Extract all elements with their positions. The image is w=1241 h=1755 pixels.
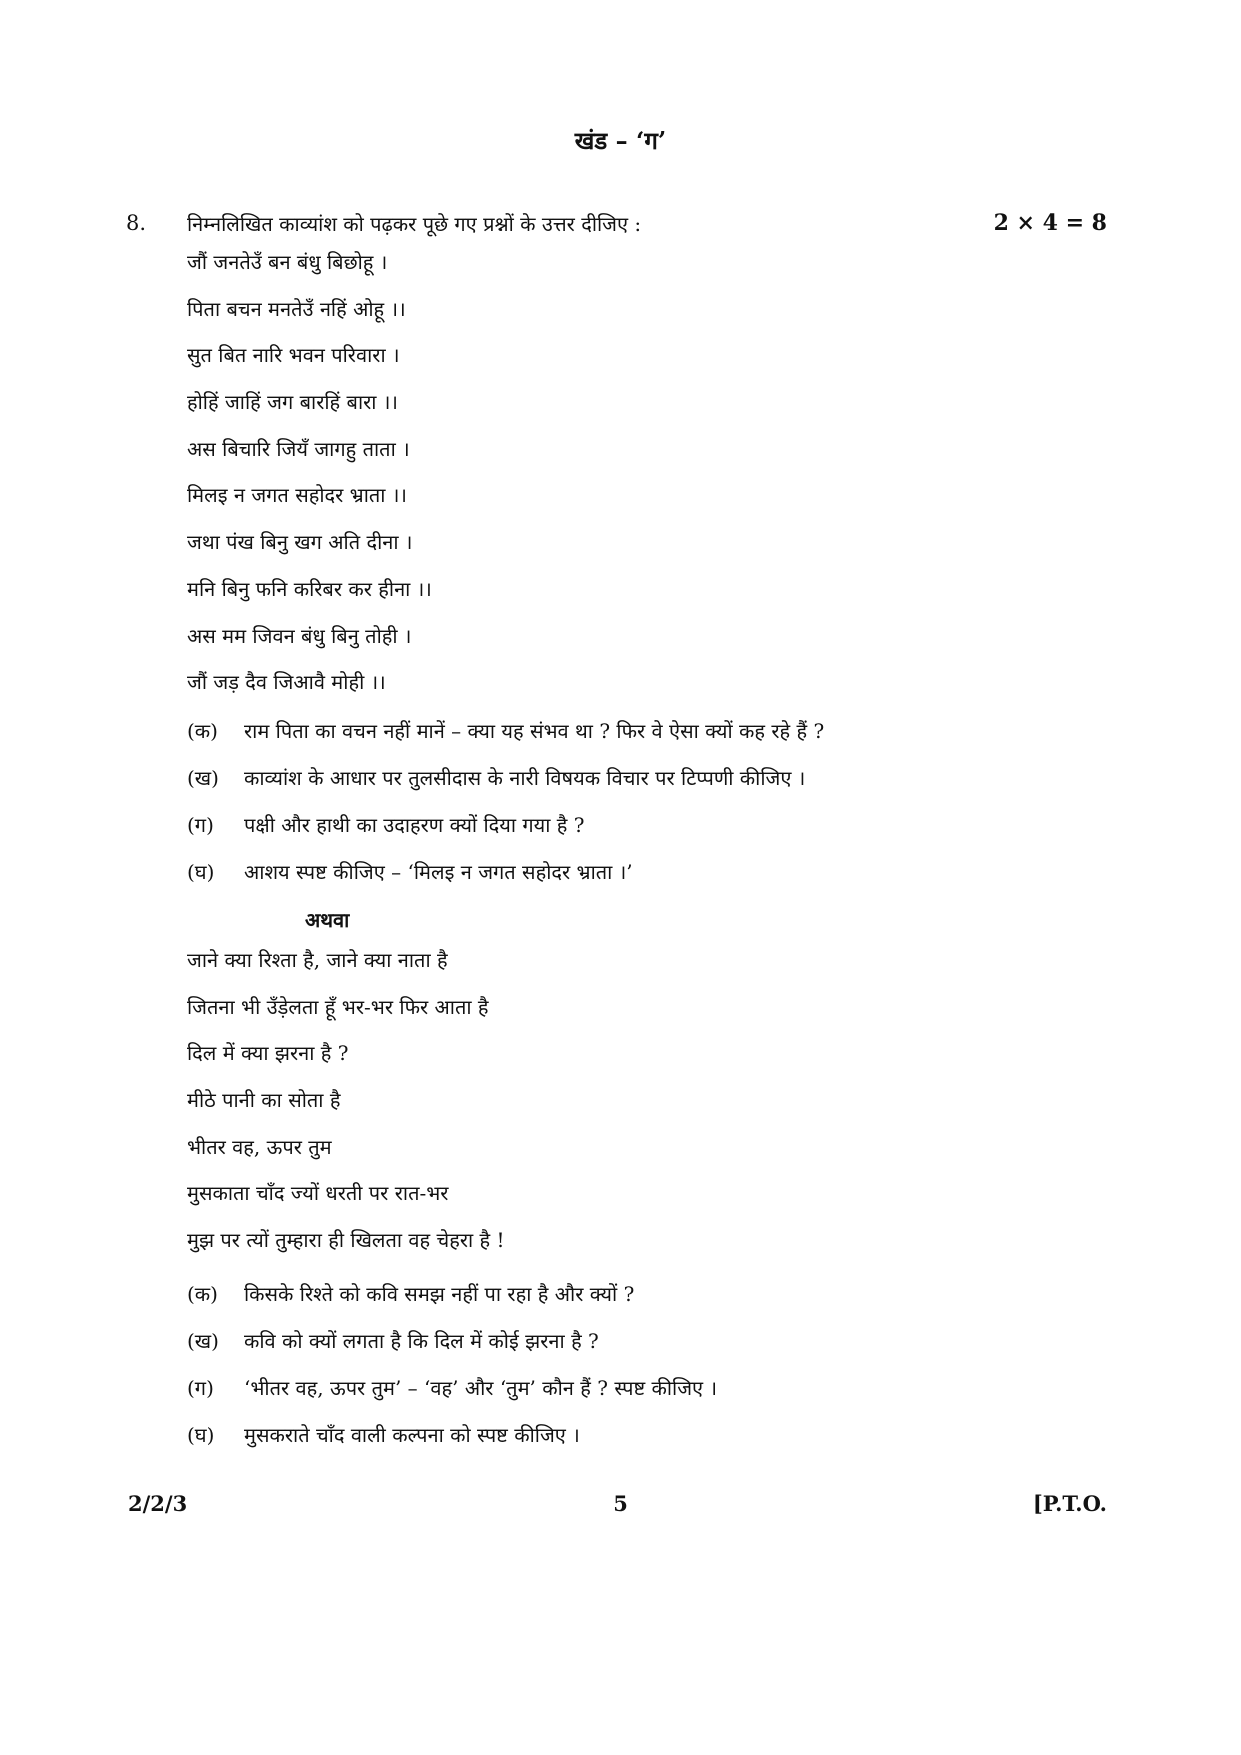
subquestion-marker: (ग) [187, 813, 214, 837]
subquestion [187, 849, 824, 896]
verse-line: मिलइ न जगत सहोदर भ्राता ।। [187, 483, 408, 508]
subquestion-marker: (ख) [187, 1329, 219, 1353]
subquestion-text: कवि को क्यों लगता है कि दिल में कोई झरना है ? [244, 1329, 599, 1353]
verse-line: मुसकाता चाँद ज्यों धरती पर रात-भर [187, 1181, 449, 1206]
subquestion [187, 755, 824, 802]
verse-passage-2 [187, 937, 505, 1264]
subquestions-2 [187, 1271, 717, 1459]
subquestion-text: राम पिता का वचन नहीं मानें – क्या यह संभव था ? फिर वे ऐसा क्यों कह रहे हैं ? [244, 719, 825, 743]
subquestion [187, 708, 824, 755]
subquestion [187, 1318, 717, 1365]
verse-line: मनि बिनु फनि करिबर कर हीना ।। [187, 576, 432, 601]
verse-line: पिता बचन मनतेउँ नहिं ओहू ।। [187, 296, 406, 321]
subquestion [187, 1271, 717, 1318]
subquestion [187, 802, 824, 849]
verse-line: जौं जड़ दैव जिआवै मोही ।। [187, 670, 386, 695]
subquestion-marker: (ग) [187, 1376, 214, 1400]
paper-code: 2/2/3 [128, 1491, 188, 1516]
verse-line: सुत बित नारि भवन परिवारा । [187, 343, 400, 368]
verse-line: मुझ पर त्यों तुम्हारा ही खिलता वह चेहरा है ! [187, 1228, 505, 1253]
or-label: अथवा [305, 908, 350, 932]
verse-line: जथा पंख बिनु खग अति दीना । [187, 530, 413, 555]
subquestion-text: पक्षी और हाथी का उदाहरण क्यों दिया गया है ? [244, 813, 585, 837]
subquestion-text: किसके रिश्ते को कवि समझ नहीं पा रहा है और क्यों ? [244, 1282, 635, 1306]
please-turn-over: [P.T.O. [1032, 1491, 1107, 1516]
section-title: खंड – ‘ग’ [574, 126, 667, 155]
verse-line: जितना भी उँड़ेलता हूँ भर-भर फिर आता है [187, 994, 489, 1019]
subquestion-marker: (क) [187, 1282, 218, 1306]
question-number: 8. [126, 211, 147, 235]
subquestion-marker: (घ) [187, 860, 215, 884]
verse-passage-1 [187, 239, 432, 706]
page-number: 5 [613, 1491, 628, 1516]
verse-line: अस मम जिवन बंधु बिनु तोही । [187, 623, 412, 648]
subquestion-text: आशय स्पष्ट कीजिए – ‘मिलइ न जगत सहोदर भ्राता ।’ [244, 860, 633, 884]
question-marks: 2 × 4 = 8 [993, 210, 1107, 236]
verse-line: मीठे पानी का सोता है [187, 1088, 341, 1113]
subquestion-marker: (ख) [187, 766, 219, 790]
verse-line: दिल में क्या झरना है ? [187, 1041, 349, 1066]
verse-line: अस बिचारि जियँ जागहु ताता । [187, 436, 410, 461]
verse-line: जौं जनतेउँ बन बंधु बिछोहू । [187, 250, 388, 274]
verse-line: भीतर वह, ऊपर तुम [187, 1134, 332, 1159]
verse-line: जाने क्या रिश्ता है, जाने क्या नाता है [187, 948, 448, 972]
verse-line: होहिं जाहिं जग बारहिं बारा ।। [187, 390, 399, 415]
subquestion-text: काव्यांश के आधार पर तुलसीदास के नारी विषयक विचार पर टिप्पणी कीजिए । [244, 766, 806, 790]
subquestions-1 [187, 708, 824, 896]
subquestion [187, 1412, 717, 1459]
subquestion-text: ‘भीतर वह, ऊपर तुम’ – ‘वह’ और ‘तुम’ कौन हैं ? स्पष्ट कीजिए । [244, 1376, 718, 1400]
subquestion [187, 1365, 717, 1412]
subquestion-marker: (क) [187, 719, 218, 743]
subquestion-text: मुसकराते चाँद वाली कल्पना को स्पष्ट कीजिए । [244, 1423, 580, 1447]
question-instruction: निम्नलिखित काव्यांश को पढ़कर पूछे गए प्रश्नों के उत्तर दीजिए : [187, 212, 642, 236]
subquestion-marker: (घ) [187, 1423, 215, 1447]
